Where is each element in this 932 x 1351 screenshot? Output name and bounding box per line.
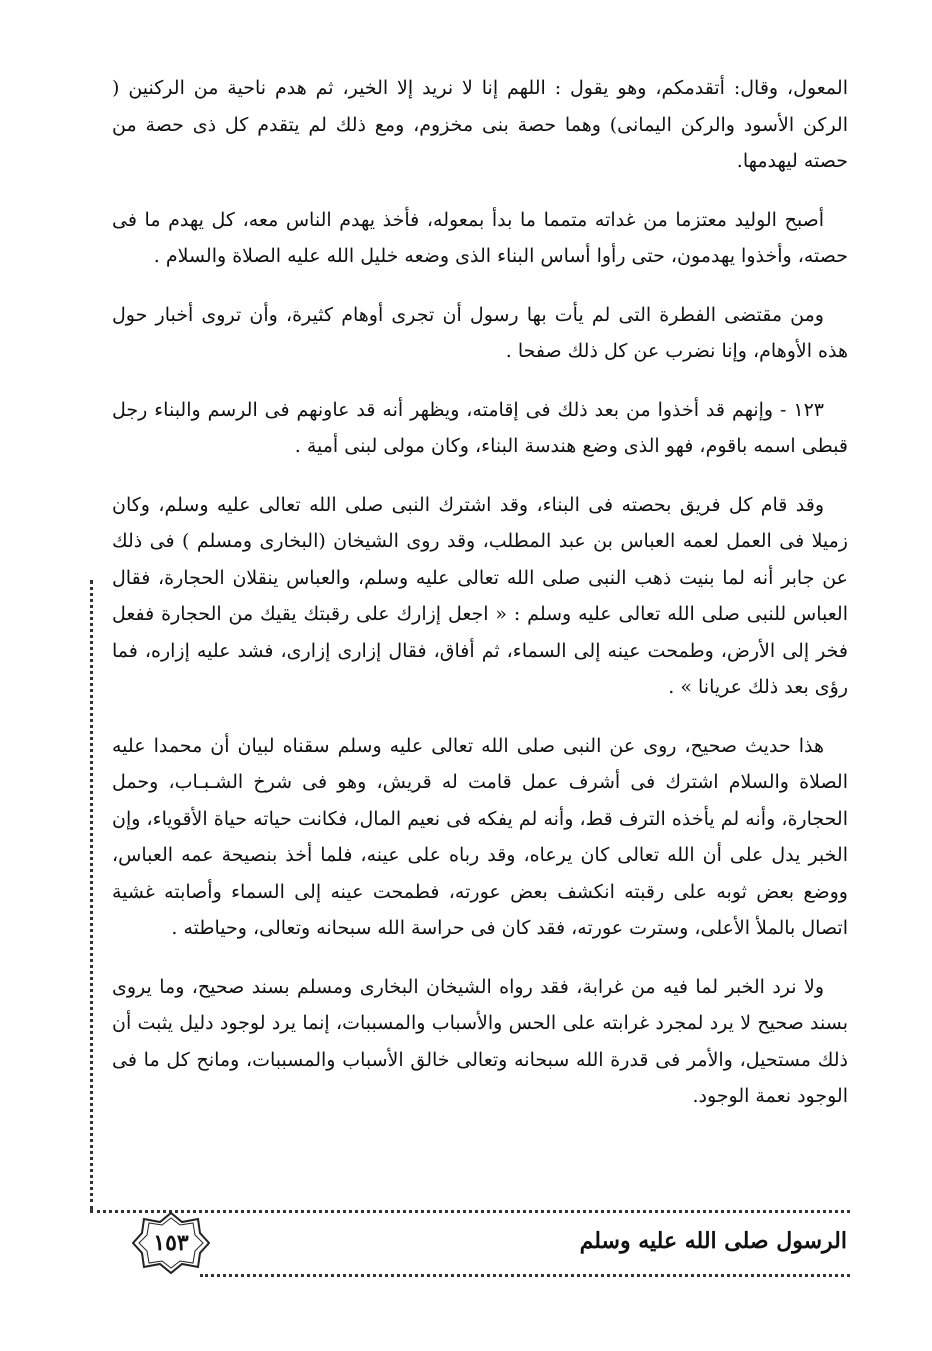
page-number-badge [132, 1212, 210, 1274]
page-number: ١٥٣ [153, 1230, 189, 1256]
paragraph-1: المعول، وقال: أتقدمكم، وهو يقول : اللهم إنا لا نريد إلا الخير، ثم هدم ناحية من الركنين ( الركن الأسود والركن اليمانى) وهما حصة بنى مخزوم، ومع ذلك لم يتقدم كل ذى حصة من حصته ليهدمها. [112, 77, 848, 172]
paragraph-5: وقد قام كل فريق بحصته فى البناء، وقد اشترك النبى صلى الله تعالى عليه وسلم، وكان زميلا فى العمل لعمه العباس بن عبد المطلب، وقد روى الشيخان (البخارى ومسلم ) فى ذلك عن جابر أنه لما بنيت ذهب النبى صلى الله تعالى عليه وسلم، والعباس ينقلان الحجارة، فقال العباس للنبى صلى الله تعالى عليه وسلم : « اجعل إزارك على رقبتك يقيك من الحجارة ففعل فخر إلى الأرض، وطمحت عينه إلى السماء، ثم أفاق، فقال إزارى إزارى، فشد عليه إزاره، فما رؤى بعد ذلك عريانا » . [112, 493, 848, 698]
body-text [112, 70, 848, 1137]
running-title: الرسول صلى الله عليه وسلم [579, 1228, 847, 1254]
paragraph-2: أصبح الوليد معتزما من غداته متمما ما بدأ بمعوله، فأخذ يهدم الناس معه، كل يهدم ما فى حصته، وأخذوا يهدمون، حتى رأوا أساس البناء الذى وضعه خليل الله عليه الصلاة والسلام . [112, 208, 848, 267]
paragraph-4: ١٢٣ - وإنهم قد أخذوا من بعد ذلك فى إقامته، ويظهر أنه قد عاونهم فى الرسم والبناء رجل قبطى اسمه باقوم، فهو الذى وضع هندسة البناء، وكان مولى لبنى أمية . [112, 398, 848, 457]
paragraph-3: ومن مقتضى الفطرة التى لم يأت بها رسول أن تجرى أوهام كثيرة، وأن تروى أخبار حول هذه الأوهام، وإنا نضرب عن كل ذلك صفحا . [112, 303, 848, 362]
paragraph-6: هذا حديث صحيح، روى عن النبى صلى الله تعالى عليه وسلم سقناه لبيان أن محمدا عليه الصلاة والسلام اشترك فى أشرف عمل قامت له قريش، وهو فى شرخ الشـبـاب، وحمل الحجارة، وأنه لم يأخذه الترف قط، وأنه لم يفكه فى نعيم المال، فكانت حياته حياة الأقوياء، وإن الخبر يدل على أن الله تعالى كان يرعاه، وقد رباه على عينه، فلما أخذ بنصيحة عمه العباس، ووضع بعض ثوبه على رقبته انكشف بعض عورته، فطمحت عينه إلى السماء وأصابته غشية اتصال بالملأ الأعلى، وسترت عورته، فقد كان فى حراسة الله سبحانه وتعالى، وحياطته . [112, 734, 848, 939]
footer-rule [200, 1274, 850, 1277]
decorative-frame-left [90, 580, 93, 1210]
paragraph-7: ولا نرد الخبر لما فيه من غرابة، فقد رواه الشيخان البخارى ومسلم بسند صحيح، وما يروى بسند صحيح لا يرد لمجرد غرابته على الحس والأسباب والمسببات، إنما يرد لوجود دليل يثبت أن ذلك مستحيل، والأمر فى قدرة الله سبحانه وتعالى خالق الأسباب والمسببات، ومانح كل ما فى الوجود نعمة الوجود. [112, 975, 848, 1107]
